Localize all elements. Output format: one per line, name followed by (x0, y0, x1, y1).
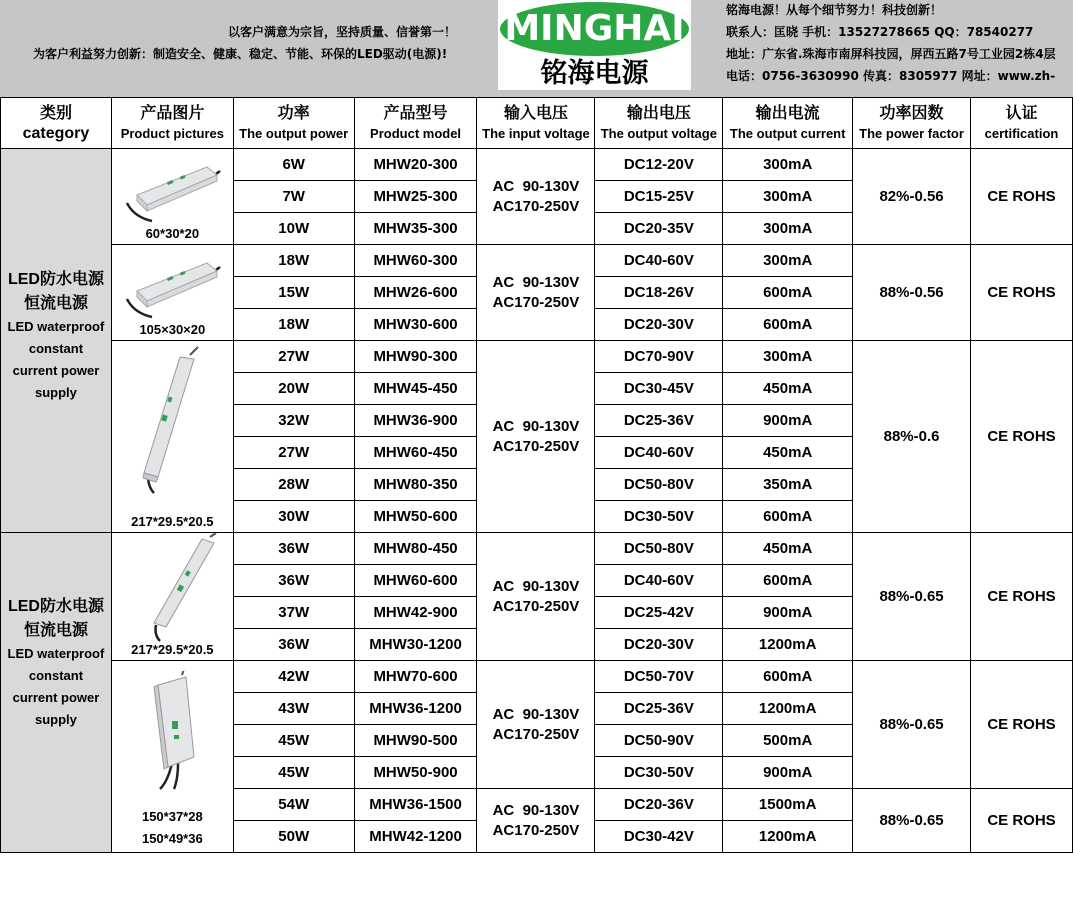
certification-cell: CE ROHS (971, 149, 1073, 245)
model-cell: MHW45-450 (354, 373, 477, 405)
output-current-cell: 450mA (723, 533, 853, 565)
power-cell: 36W (233, 565, 354, 597)
header-input-voltage: 输入电压 The input voltage (477, 98, 595, 149)
output-current-cell: 600mA (723, 501, 853, 533)
product-picture-cell (111, 245, 233, 341)
model-cell: MHW36-900 (354, 405, 477, 437)
product-size-label: 217*29.5*20.5 (131, 514, 214, 529)
output-current-cell: 300mA (723, 245, 853, 277)
model-cell: MHW80-450 (354, 533, 477, 565)
model-cell: MHW35-300 (354, 213, 477, 245)
product-size-label: 105×30×20 (139, 322, 206, 337)
output-voltage-cell: DC18-26V (595, 277, 723, 309)
table-row (1, 341, 1073, 373)
driver-image (124, 671, 224, 791)
table-header-row (1, 98, 1073, 149)
category-cell (1, 149, 112, 533)
output-voltage-cell: DC25-36V (595, 693, 723, 725)
power-cell: 18W (233, 309, 354, 341)
output-current-cell: 600mA (723, 565, 853, 597)
power-factor-cell: 88%-0.6 (853, 341, 971, 533)
category-name-en: current power (12, 362, 100, 378)
category-cell (1, 533, 112, 853)
model-cell: MHW25-300 (354, 181, 477, 213)
model-cell: MHW20-300 (354, 149, 477, 181)
power-cell: 45W (233, 725, 354, 757)
power-cell: 18W (233, 245, 354, 277)
output-current-cell: 300mA (723, 149, 853, 181)
output-voltage-cell: DC70-90V (595, 341, 723, 373)
power-cell: 36W (233, 533, 354, 565)
model-cell: MHW36-1500 (354, 789, 477, 821)
input-voltage-cell: AC 90-130V AC170-250V (477, 245, 595, 341)
output-current-cell: 300mA (723, 181, 853, 213)
output-current-cell: 300mA (723, 341, 853, 373)
model-cell: MHW42-900 (354, 597, 477, 629)
output-voltage-cell: DC20-36V (595, 789, 723, 821)
output-voltage-cell: DC30-50V (595, 757, 723, 789)
company-logo (498, 0, 691, 90)
output-current-cell: 450mA (723, 373, 853, 405)
header-product-pictures: 产品图片 Product pictures (111, 98, 233, 149)
power-cell: 45W (233, 757, 354, 789)
driver-image (118, 345, 228, 495)
output-voltage-cell: DC30-50V (595, 501, 723, 533)
header-power-factor: 功率因数 The power factor (853, 98, 971, 149)
output-current-cell: 900mA (723, 757, 853, 789)
category-name-en: constant (28, 340, 84, 356)
output-current-cell: 500mA (723, 725, 853, 757)
input-voltage-cell: AC 90-130V AC170-250V (477, 341, 595, 533)
model-cell: MHW50-900 (354, 757, 477, 789)
power-cell: 28W (233, 469, 354, 501)
product-size-label: 217*29.5*20.5 (131, 642, 214, 657)
power-cell: 50W (233, 821, 354, 853)
model-cell: MHW90-300 (354, 341, 477, 373)
output-voltage-cell: DC50-80V (595, 533, 723, 565)
output-voltage-cell: DC20-30V (595, 309, 723, 341)
output-current-cell: 450mA (723, 437, 853, 469)
product-picture-cell (111, 149, 233, 245)
page-header (0, 0, 1073, 97)
model-cell: MHW30-600 (354, 309, 477, 341)
model-cell: MHW60-450 (354, 437, 477, 469)
category-name-en: current power (12, 689, 100, 705)
logo-chinese-name: 铭海电源 (540, 58, 649, 89)
model-cell: MHW42-1200 (354, 821, 477, 853)
slogan-line-1: 以客户满意为宗旨，坚持质量、信誉第一！ (228, 25, 457, 39)
table-row (1, 149, 1073, 181)
table-row (1, 533, 1073, 565)
output-current-cell: 1200mA (723, 629, 853, 661)
table-row (1, 245, 1073, 277)
category-name-en: constant (28, 667, 84, 683)
driver-image (122, 251, 222, 321)
header-category: 类别 category (1, 98, 112, 149)
power-cell: 27W (233, 437, 354, 469)
power-factor-cell: 88%-0.65 (853, 789, 971, 853)
driver-image (120, 533, 230, 643)
output-current-cell: 1200mA (723, 693, 853, 725)
category-name-cn: LED防水电源 (7, 597, 104, 615)
certification-cell: CE ROHS (971, 661, 1073, 789)
output-voltage-cell: DC30-42V (595, 821, 723, 853)
category-type-cn: 恒流电源 (23, 621, 88, 639)
category-name-en: LED waterproof (7, 318, 105, 334)
model-cell: MHW50-600 (354, 501, 477, 533)
power-factor-cell: 88%-0.65 (853, 661, 971, 789)
power-cell: 27W (233, 341, 354, 373)
product-picture-cell (111, 533, 233, 661)
table-row (1, 661, 1073, 693)
product-size-label: 150*37*28 150*49*36 (141, 809, 203, 846)
input-voltage-cell: AC 90-130V AC170-250V (477, 661, 595, 789)
certification-cell: CE ROHS (971, 341, 1073, 533)
output-current-cell: 900mA (723, 405, 853, 437)
input-voltage-cell: AC 90-130V AC170-250V (477, 149, 595, 245)
model-cell: MHW36-1200 (354, 693, 477, 725)
product-picture-cell (111, 341, 233, 533)
power-cell: 20W (233, 373, 354, 405)
power-cell: 30W (233, 501, 354, 533)
output-voltage-cell: DC40-60V (595, 437, 723, 469)
category-type-cn: 恒流电源 (23, 294, 88, 312)
output-voltage-cell: DC50-80V (595, 469, 723, 501)
output-current-cell: 600mA (723, 661, 853, 693)
output-current-cell: 1500mA (723, 789, 853, 821)
category-name-en: supply (35, 384, 77, 400)
model-cell: MHW30-1200 (354, 629, 477, 661)
product-picture-cell (111, 661, 233, 853)
power-cell: 7W (233, 181, 354, 213)
input-voltage-cell: AC 90-130V AC170-250V (477, 789, 595, 853)
output-voltage-cell: DC50-90V (595, 725, 723, 757)
output-current-cell: 600mA (723, 277, 853, 309)
certification-cell: CE ROHS (971, 789, 1073, 853)
output-voltage-cell: DC20-30V (595, 629, 723, 661)
power-factor-cell: 88%-0.65 (853, 533, 971, 661)
power-cell: 6W (233, 149, 354, 181)
contact-address: 地址：广东省.珠海市南屏科技园，屏西五路7号工业园2栋4层 (726, 47, 1056, 61)
category-name-en: supply (35, 711, 77, 727)
category-name-en: LED waterproof (7, 645, 105, 661)
output-voltage-cell: DC20-35V (595, 213, 723, 245)
model-cell: MHW60-300 (354, 245, 477, 277)
power-cell: 42W (233, 661, 354, 693)
output-voltage-cell: DC12-20V (595, 149, 723, 181)
driver-image (122, 155, 222, 225)
header-certification: 认证 certification (971, 98, 1073, 149)
output-voltage-cell: DC40-60V (595, 565, 723, 597)
output-voltage-cell: DC50-70V (595, 661, 723, 693)
slogan-line-2: 为客户利益努力创新：制造安全、健康、稳定、节能、环保的LED驱动(电源)! (33, 47, 448, 61)
contact-slogan: 铭海电源！从每个细节努力！科技创新！ (726, 3, 943, 17)
header-product-model: 产品型号 Product model (354, 98, 477, 149)
output-current-cell: 350mA (723, 469, 853, 501)
header-output-voltage: 输出电压 The output voltage (595, 98, 723, 149)
power-cell: 36W (233, 629, 354, 661)
model-cell: MHW70-600 (354, 661, 477, 693)
output-voltage-cell: DC15-25V (595, 181, 723, 213)
output-voltage-cell: DC25-36V (595, 405, 723, 437)
certification-cell: CE ROHS (971, 533, 1073, 661)
input-voltage-cell: AC 90-130V AC170-250V (477, 533, 595, 661)
power-cell: 15W (233, 277, 354, 309)
product-size-label: 60*30*20 (145, 226, 200, 241)
power-cell: 54W (233, 789, 354, 821)
power-cell: 10W (233, 213, 354, 245)
header-output-power: 功率 The output power (233, 98, 354, 149)
output-voltage-cell: DC30-45V (595, 373, 723, 405)
output-voltage-cell: DC40-60V (595, 245, 723, 277)
product-spec-table (0, 97, 1073, 853)
certification-cell: CE ROHS (971, 245, 1073, 341)
output-voltage-cell: DC25-42V (595, 597, 723, 629)
output-current-cell: 300mA (723, 213, 853, 245)
model-cell: MHW80-350 (354, 469, 477, 501)
power-cell: 32W (233, 405, 354, 437)
model-cell: MHW60-600 (354, 565, 477, 597)
output-current-cell: 1200mA (723, 821, 853, 853)
contact-person-phone: 联系人：匡晓 手机：13527278665 QQ：78540277 (726, 25, 1034, 39)
contact-tel-fax-web: 电话：0756-3630990 传真：8305977 网址：www.zh- (726, 69, 1056, 83)
header-output-current: 输出电流 The output current (723, 98, 853, 149)
model-cell: MHW90-500 (354, 725, 477, 757)
power-cell: 37W (233, 597, 354, 629)
model-cell: MHW26-600 (354, 277, 477, 309)
power-cell: 43W (233, 693, 354, 725)
output-current-cell: 600mA (723, 309, 853, 341)
category-name-cn: LED防水电源 (7, 270, 104, 288)
output-current-cell: 900mA (723, 597, 853, 629)
logo-english-name: MINGHAI (500, 2, 689, 56)
power-factor-cell: 88%-0.56 (853, 245, 971, 341)
power-factor-cell: 82%-0.56 (853, 149, 971, 245)
